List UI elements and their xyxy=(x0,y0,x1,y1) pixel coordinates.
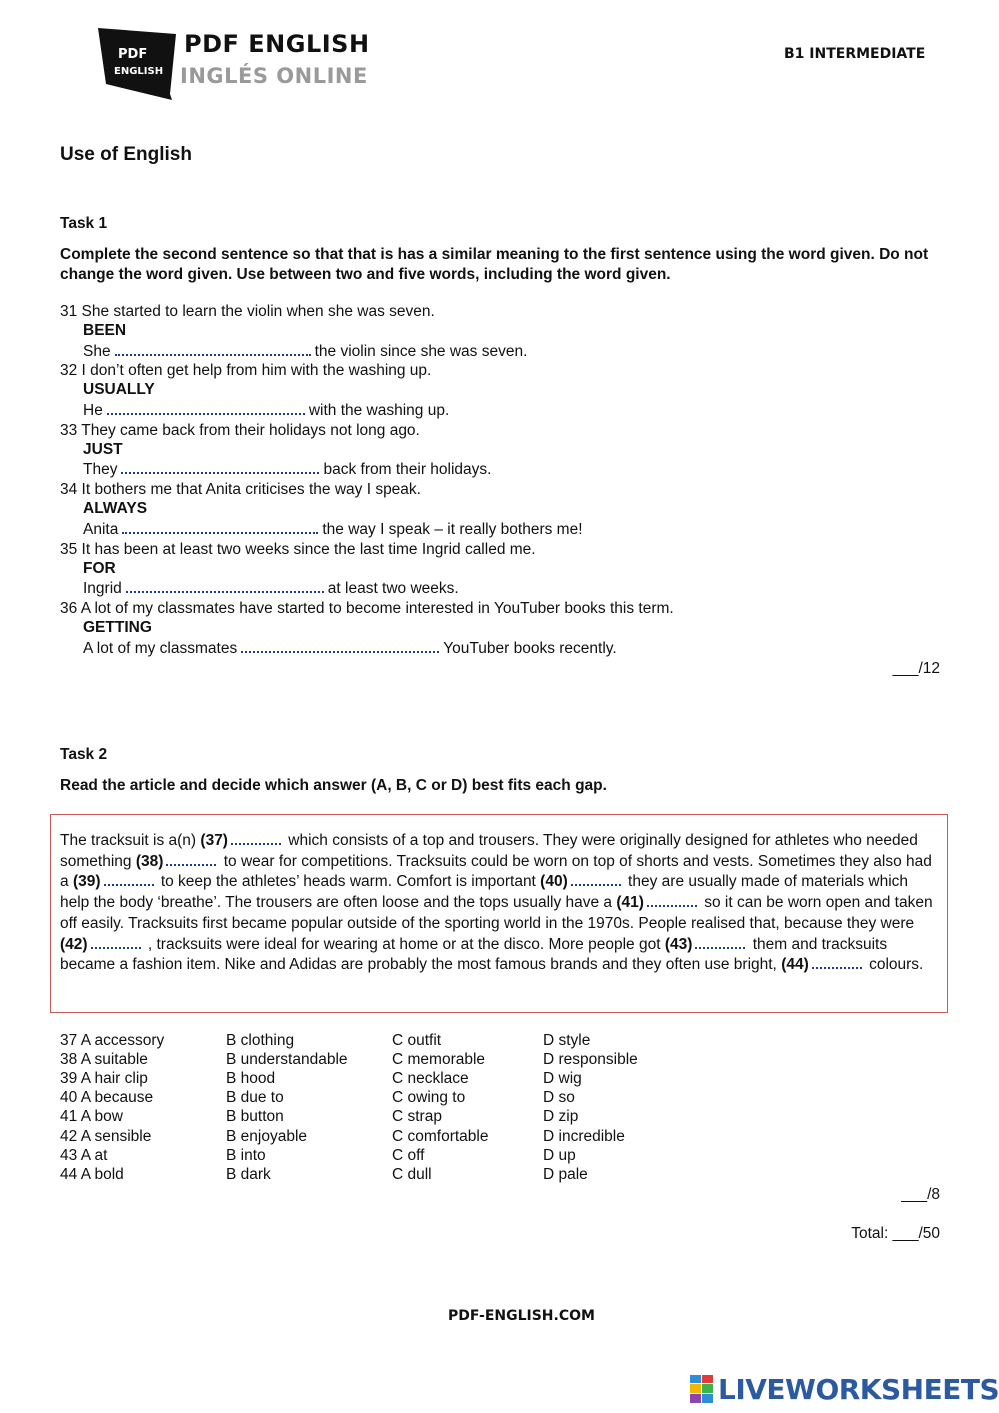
option-a: 43 A at xyxy=(60,1147,108,1164)
logo-emblem-icon xyxy=(96,24,186,102)
option-a: 42 A sensible xyxy=(60,1128,152,1145)
option-d: D up xyxy=(543,1147,576,1164)
gap-39-blank[interactable] xyxy=(104,872,154,886)
item-keyword: ALWAYS xyxy=(83,500,148,517)
gap-label: (37) xyxy=(200,832,228,849)
item-before: They xyxy=(83,461,118,478)
option-a: 38 A suitable xyxy=(60,1051,148,1068)
gap-label: (41) xyxy=(616,894,644,912)
brand-logo xyxy=(96,24,186,102)
answer-blank[interactable] xyxy=(107,401,305,415)
gap-41-blank[interactable] xyxy=(647,893,697,907)
option-b: B hood xyxy=(226,1070,276,1087)
liveworksheets-logo-icon xyxy=(690,1375,714,1403)
option-d: D responsible xyxy=(543,1051,638,1068)
item-keyword: BEEN xyxy=(83,322,127,339)
item-keyword: GETTING xyxy=(83,619,152,636)
option-d: D zip xyxy=(543,1108,579,1125)
gap-42-blank[interactable] xyxy=(91,935,141,949)
item-sentence: 34 It bothers me that Anita criticises the way I speak. xyxy=(60,481,421,498)
gap-44-blank[interactable] xyxy=(812,955,862,969)
item-after: YouTuber books recently. xyxy=(443,640,617,657)
gap-label: (38) xyxy=(135,852,164,870)
option-c: C outfit xyxy=(392,1032,442,1049)
option-a: 39 A hair clip xyxy=(60,1070,148,1087)
option-c: C owing to xyxy=(392,1089,466,1106)
item-after: with the washing up. xyxy=(308,402,450,419)
brand-subtitle: INGLÉS ONLINE xyxy=(180,64,368,88)
item-sentence: 32 I don’t often get help from him with the washing up. xyxy=(60,362,432,379)
option-c: C off xyxy=(392,1147,425,1164)
option-b: B clothing xyxy=(226,1032,295,1049)
item-before: She xyxy=(83,343,111,360)
answer-blank[interactable] xyxy=(121,460,319,474)
option-d: D incredible xyxy=(543,1128,625,1145)
item-answer-line xyxy=(83,460,491,479)
gap-label: (44) xyxy=(781,956,809,974)
option-c: C necklace xyxy=(392,1070,469,1087)
item-keyword: JUST xyxy=(83,441,123,458)
gap-label: (43) xyxy=(664,935,693,953)
gap-37-blank[interactable] xyxy=(231,831,281,845)
option-a: 40 A because xyxy=(60,1089,154,1106)
item-before: Ingrid xyxy=(83,580,122,597)
answer-blank[interactable] xyxy=(122,520,318,534)
page-title: Use of English xyxy=(60,144,192,165)
level-label: B1 INTERMEDIATE xyxy=(784,46,926,62)
item-after: the violin since she was seven. xyxy=(314,343,528,360)
item-answer-line xyxy=(83,401,449,420)
task1-heading: Task 1 xyxy=(60,215,108,232)
option-c: C comfortable xyxy=(392,1128,489,1145)
gap-43-blank[interactable] xyxy=(695,935,745,949)
gap-label: (42) xyxy=(60,935,88,953)
task2-score: ___/8 xyxy=(901,1186,940,1203)
option-c: C dull xyxy=(392,1166,432,1183)
article-text: The tracksuit is a(n) (37) which consists of a top and trousers. They were originally designed for athletes who needed something (38) to wear for competitions. Tracksuits could be worn on top of shorts and vests. Sometimes they also had a (39) to keep the athletes’ heads warm. Comfort is important (40) they are usually made of materials which help the body ‘breathe’. The trousers are often loose and the tops usually have a (41) so it can be worn open and taken off easily. Tracksuits first became popular outside of the sporting world in the 1970s. People realised that, because they were (42) , tracksuits were ideal for wearing at home or at the disco. More people got (43) them and tracksuits became a fashion item. Nike and Adidas are probably the most famous brands and they often use bright, (44) colours. xyxy=(60,832,933,974)
item-keyword: FOR xyxy=(83,560,116,577)
item-sentence: 31 She started to learn the violin when she was seven. xyxy=(60,303,435,320)
option-b: B enjoyable xyxy=(226,1128,308,1145)
option-d: D so xyxy=(543,1089,575,1106)
option-d: D style xyxy=(543,1032,591,1049)
option-a: 37 A accessory xyxy=(60,1032,165,1049)
item-sentence: 36 A lot of my classmates have started to become interested in YouTuber books this term. xyxy=(60,600,674,617)
gap-40-blank[interactable] xyxy=(571,872,621,886)
option-c: C memorable xyxy=(392,1051,486,1068)
item-sentence: 35 It has been at least two weeks since the last time Ingrid called me. xyxy=(60,541,536,558)
liveworksheets-watermark xyxy=(690,1373,999,1406)
total-score: Total: ___/50 xyxy=(851,1225,940,1242)
option-d: D wig xyxy=(543,1070,582,1087)
option-b: B button xyxy=(226,1108,284,1125)
option-b: B into xyxy=(226,1147,266,1164)
task2-instruction: Read the article and decide which answer (A, B, C or D) best fits each gap. xyxy=(60,777,607,794)
item-keyword: USUALLY xyxy=(83,381,155,398)
option-c: C strap xyxy=(392,1108,442,1125)
item-answer-line xyxy=(83,520,583,539)
option-d: D pale xyxy=(543,1166,588,1183)
task1-instruction: Complete the second sentence so that that is has a similar meaning to the first sentence using the word given. Do not change the word given. Use between two and five words, including the word given. xyxy=(60,246,929,283)
footer-url: PDF-ENGLISH.COM xyxy=(448,1308,595,1324)
svg-text:ENGLISH: ENGLISH xyxy=(114,66,164,77)
gap-label: (39) xyxy=(72,873,101,891)
gap-label: (40) xyxy=(540,873,568,891)
svg-text:PDF: PDF xyxy=(118,47,148,62)
item-before: He xyxy=(83,402,103,419)
item-answer-line xyxy=(83,639,617,658)
item-answer-line xyxy=(83,579,459,598)
liveworksheets-text: LIVEWORKSHEETS xyxy=(718,1373,999,1406)
option-b: B dark xyxy=(226,1166,271,1183)
answer-blank[interactable] xyxy=(115,342,311,356)
option-a: 44 A bold xyxy=(60,1166,124,1183)
option-a: 41 A bow xyxy=(60,1108,123,1125)
task1-score: ___/12 xyxy=(892,660,940,677)
brand-title: PDF ENGLISH xyxy=(184,30,370,58)
option-b: B due to xyxy=(226,1089,284,1106)
item-sentence: 33 They came back from their holidays not long ago. xyxy=(60,422,420,439)
answer-blank[interactable] xyxy=(126,579,324,593)
gap-38-blank[interactable] xyxy=(166,852,216,866)
answer-blank[interactable] xyxy=(241,639,439,653)
option-b: B understandable xyxy=(226,1051,348,1068)
task2-heading: Task 2 xyxy=(60,746,108,763)
item-before: A lot of my classmates xyxy=(83,640,238,657)
item-after: the way I speak – it really bothers me! xyxy=(322,521,583,538)
item-answer-line xyxy=(83,342,527,361)
item-after: at least two weeks. xyxy=(327,580,459,597)
item-after: back from their holidays. xyxy=(323,461,492,478)
item-before: Anita xyxy=(83,521,119,538)
